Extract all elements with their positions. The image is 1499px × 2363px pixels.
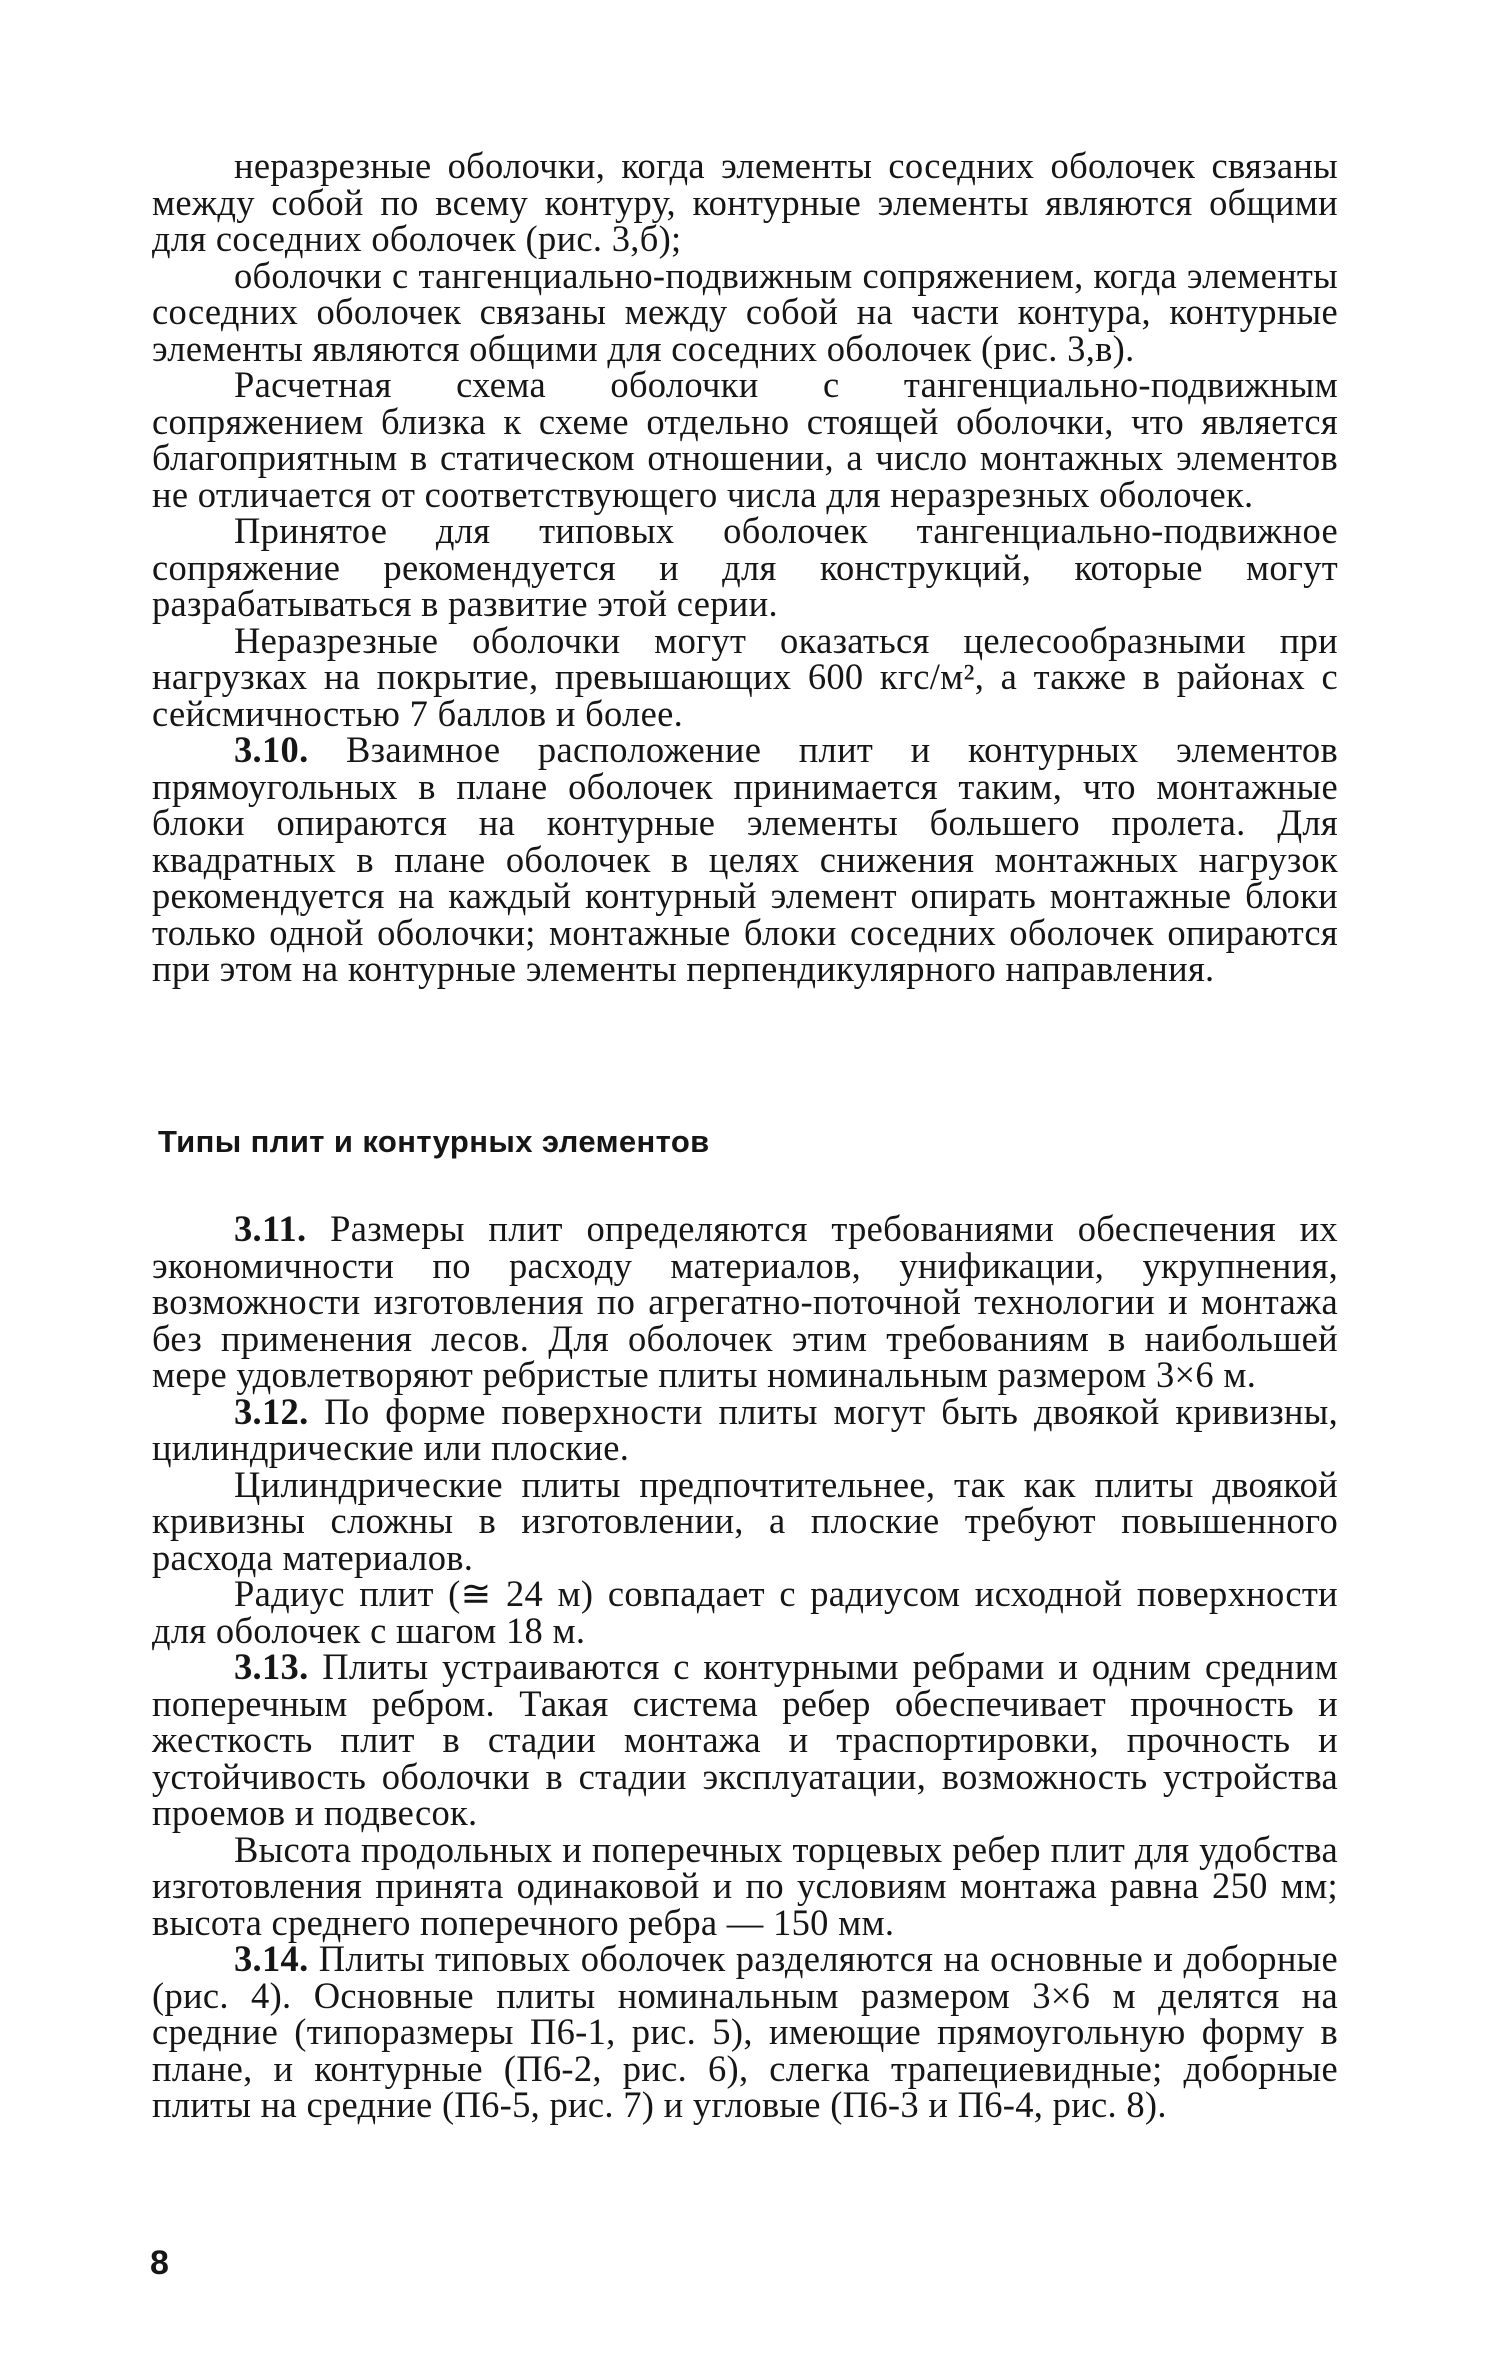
paragraph-3-13 bbox=[152, 1646, 1338, 1833]
paragraph-text: По форме поверхности плиты могут быть двоякой кривизны, цилиндрические или плоские. bbox=[152, 1390, 1338, 1468]
paragraph-text: Неразрезные оболочки могут оказаться целесообразными при нагрузках на покрытие, превышающих 600 кгс/м², а также в районах с сейсмичностью 7 баллов и более. bbox=[152, 619, 1338, 734]
paragraph-number: 3.13. bbox=[234, 1646, 309, 1687]
page-number: 8 bbox=[150, 2244, 169, 2282]
paragraph-text: Взаимное расположение плит и контурных элементов прямоугольных в плане оболочек принимается таким, что монтажные блоки опираются на контурные элементы большего пролета. Для квадратных в плане оболочек в целях снижения монтажных нагрузок рекомендуется на каждый контурный элемент опирать монтажные блоки только одной оболочки; монтажные блоки соседних оболочек опираются при этом на контурные элементы перпендикулярного направления. bbox=[152, 729, 1338, 989]
paragraph-number: 3.10. bbox=[234, 729, 309, 770]
paragraph-number: 3.11. bbox=[234, 1208, 307, 1249]
paragraph-text: Цилиндрические плиты предпочтительнее, так как плиты двоякой кривизны сложны в изготовлении, а плоские требуют повышенного расхода материалов. bbox=[152, 1463, 1338, 1578]
paragraph-text: неразрезные оболочки, когда элементы соседних оболочек связаны между собой по всему контуру, контурные элементы являются общими для соседних оболочек (рис. 3,б); bbox=[152, 145, 1338, 259]
section-continuation bbox=[152, 145, 1338, 989]
paragraph-text: Радиус плит (≅ 24 м) совпадает с радиусом исходной поверхности для оболочек с шагом 18 м. bbox=[152, 1573, 1338, 1651]
paragraph-3-14 bbox=[152, 1938, 1338, 2125]
paragraph-text: Принятое для типовых оболочек тангенциально-подвижное сопряжение рекомендуется и для конструкций, которые могут разрабатываться в развитие этой серии. bbox=[152, 510, 1338, 624]
paragraph-text: Размеры плит определяются требованиями обеспечения их экономичности по расходу материалов, унификации, укрупнения, возможности изготовления по агрегатно-поточной технологии и монтажа без применения лесов. Для оболочек этим требованиям в наибольшей мере удовлетворяют ребристые плиты номинальным размером 3×6 м. bbox=[152, 1208, 1338, 1395]
paragraph-text: Расчетная схема оболочки с тангенциально-подвижным сопряжением близка к схеме отдельно стоящей оболочки, что является благоприятным в статическом отношении, а число монтажных элементов не отличается от соответствующего числа для неразрезных оболочек. bbox=[152, 364, 1338, 515]
paragraph-3-12 bbox=[152, 1390, 1338, 1468]
paragraph bbox=[152, 619, 1338, 734]
paragraph-text: Высота продольных и поперечных торцевых ребер плит для удобства изготовления принята одинаковой и по условиям монтажа равна 250 мм; высота среднего поперечного ребра — 150 мм. bbox=[152, 1828, 1338, 1943]
paragraph-number: 3.12. bbox=[234, 1390, 309, 1432]
paragraph-text: Плиты типовых оболочек разделяются на основные и доборные (рис. 4). Основные плиты номинальным размером 3×6 м делятся на средние (типоразмеры П6-1, рис. 5), имеющие прямоугольную форму в плане, и контурные (П6-2, рис. 6), слегка трапециевидные; доборные плиты на средние (П6-5, рис. 7) и угловые (П6-3 и П6-4, рис. 8). bbox=[152, 1938, 1338, 2125]
paragraph-3-10 bbox=[152, 729, 1338, 989]
paragraph-3-11 bbox=[152, 1208, 1338, 1395]
section-plate-types bbox=[152, 1208, 1338, 2125]
paragraph bbox=[152, 1573, 1338, 1651]
paragraph-text: оболочки с тангенциально-подвижным сопряжением, когда элементы соседних оболочек связаны между собой на части контура, контурные элементы являются общими для соседних оболочек (рис. 3,в). bbox=[152, 254, 1338, 369]
paragraph bbox=[152, 1463, 1338, 1578]
paragraph-text: Плиты устраиваются с контурными ребрами и одним средним поперечным ребром. Такая система ребер обеспечивает прочность и жесткость плит в стадии монтажа и траспортировки, прочность и устойчивость оболочки в стадии эксплуатации, возможность устройства проемов и подвесок. bbox=[152, 1646, 1338, 1833]
paragraph-number: 3.14. bbox=[234, 1938, 309, 1979]
paragraph bbox=[152, 364, 1338, 515]
paragraph bbox=[152, 1828, 1338, 1943]
paragraph bbox=[152, 510, 1338, 624]
paragraph bbox=[152, 145, 1338, 259]
section-heading: Типы плит и контурных элементов bbox=[158, 1124, 710, 1159]
paragraph bbox=[152, 254, 1338, 369]
